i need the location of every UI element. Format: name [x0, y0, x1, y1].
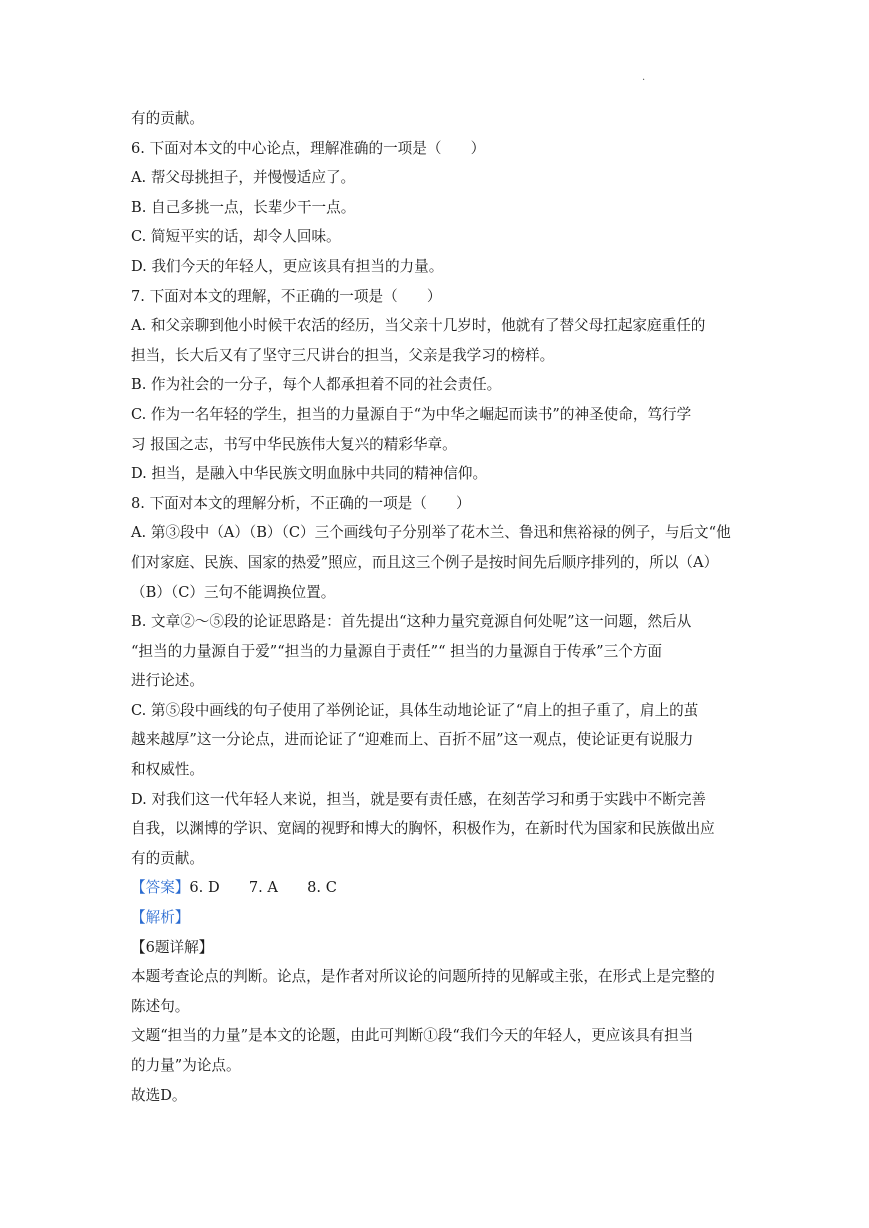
line-text: 的力量”为论点。	[131, 1057, 241, 1074]
line-text: 6. 下面对本文的中心论点，理解准确的一项是（ ）	[131, 139, 486, 157]
line-text: D. 担当，是融入中华民族文明血脉中共同的精神信仰。	[131, 465, 488, 483]
text-line	[131, 548, 741, 578]
text-line	[131, 785, 741, 815]
line-text: A. 第③段中（A）（B）（C）三个画线句子分别举了花木兰、鲁迅和焦裕禄的例子，与后文“他	[131, 524, 731, 542]
text-line	[131, 933, 741, 963]
text-line	[131, 222, 741, 252]
text-line	[131, 578, 741, 608]
line-text: 自我，以渊博的学识、宽阔的视野和博大的胸怀，积极作为，在新时代为国家和民族做出应	[131, 820, 715, 838]
text-line	[131, 282, 741, 312]
line-text: B. 文章②～⑤段的论证思路是：首先提出“这种力量究竟源自何处呢”这一问题，然后从	[131, 613, 692, 631]
line-text: 6. D 7. A 8. C	[189, 879, 337, 897]
line-text: A. 和父亲聊到他小时候干农活的经历，当父亲十几岁时，他就有了替父母扛起家庭重任的	[131, 317, 706, 335]
text-line	[131, 1051, 741, 1081]
line-text: 们对家庭、民族、国家的热爱”照应，而且这三个例子是按时间先后顺序排列的，所以（A）	[131, 553, 719, 571]
text-line	[131, 370, 741, 400]
line-text: 8. 下面对本文的理解分析，不正确的一项是（ ）	[131, 494, 471, 512]
line-text: C. 第⑤段中画线的句子使用了举例论证，具体生动地论证了“肩上的担子重了，肩上的茧	[131, 701, 699, 719]
text-line	[131, 962, 741, 992]
line-text: C. 作为一名年轻的学生，担当的力量源自于“为中华之崛起而读书”的神圣使命，笃行学	[131, 405, 692, 423]
text-line	[131, 696, 741, 726]
text-line	[131, 637, 741, 667]
text-line	[131, 666, 741, 696]
text-line	[131, 430, 741, 460]
line-text: 习 报国之志，书写中华民族伟大复兴的精彩华章。	[131, 435, 457, 453]
line-text: 有的贡献。	[131, 110, 204, 127]
text-line	[131, 755, 741, 785]
text-line	[131, 341, 741, 371]
text-line	[131, 607, 741, 637]
line-text: 和权威性。	[131, 761, 204, 779]
text-line	[131, 814, 741, 844]
line-text: 有的贡献。	[131, 849, 204, 867]
answer-line	[131, 873, 741, 903]
section-label: 【解析】	[131, 909, 190, 927]
line-text: 【6题详解】	[131, 938, 214, 956]
text-line	[131, 489, 741, 519]
line-text: A. 帮父母挑担子，并慢慢适应了。	[131, 169, 356, 187]
line-text: 进行论述。	[131, 672, 204, 690]
line-text: （B）（C）三句不能调换位置。	[131, 583, 336, 601]
line-text: 故选D。	[131, 1086, 187, 1104]
text-line	[131, 134, 741, 164]
line-text: 本题考查论点的判断。论点，是作者对所议论的问题所持的见解或主张，在形式上是完整的	[131, 968, 715, 986]
text-line	[131, 252, 741, 282]
text-line	[131, 400, 741, 430]
line-text: D. 对我们这一代年轻人来说，担当，就是要有责任感，在刻苦学习和勇于实践中不断完善	[131, 790, 707, 808]
text-line	[131, 163, 741, 193]
text-line	[131, 193, 741, 223]
line-text: 7. 下面对本文的理解，不正确的一项是（ ）	[131, 287, 442, 305]
line-text: 文题“担当的力量”是本文的论题，由此可判断①段“我们今天的年轻人，更应该具有担当	[131, 1027, 694, 1045]
text-line	[131, 725, 741, 755]
line-text: 陈述句。	[131, 997, 190, 1015]
text-line	[131, 104, 741, 134]
text-line	[131, 518, 741, 548]
text-line	[131, 1081, 741, 1111]
text-line	[131, 844, 741, 874]
line-text: “担当的力量源自于爱”“担当的力量源自于责任”“ 担当的力量源自于传承”三个方面	[131, 642, 663, 660]
text-line	[131, 459, 741, 489]
text-line	[131, 311, 741, 341]
document-body	[131, 104, 741, 1110]
page-mark: .	[642, 72, 646, 83]
line-text: 担当，长大后又有了坚守三尺讲台的担当，父亲是我学习的榜样。	[131, 346, 555, 364]
line-text: B. 自己多挑一点，长辈少干一点。	[131, 198, 356, 216]
line-text: 越来越厚”这一分论点，进而论证了“迎难而上、百折不屈”这一观点，使论证更有说服力	[131, 731, 694, 749]
section-label: 【答案】	[131, 879, 190, 897]
line-text: C. 简短平实的话，却令人回味。	[131, 228, 341, 246]
text-line	[131, 1021, 741, 1051]
answer-line	[131, 903, 741, 933]
text-line	[131, 992, 741, 1022]
line-text: D. 我们今天的年轻人，更应该具有担当的力量。	[131, 257, 444, 275]
line-text: B. 作为社会的一分子，每个人都承担着不同的社会责任。	[131, 376, 502, 394]
